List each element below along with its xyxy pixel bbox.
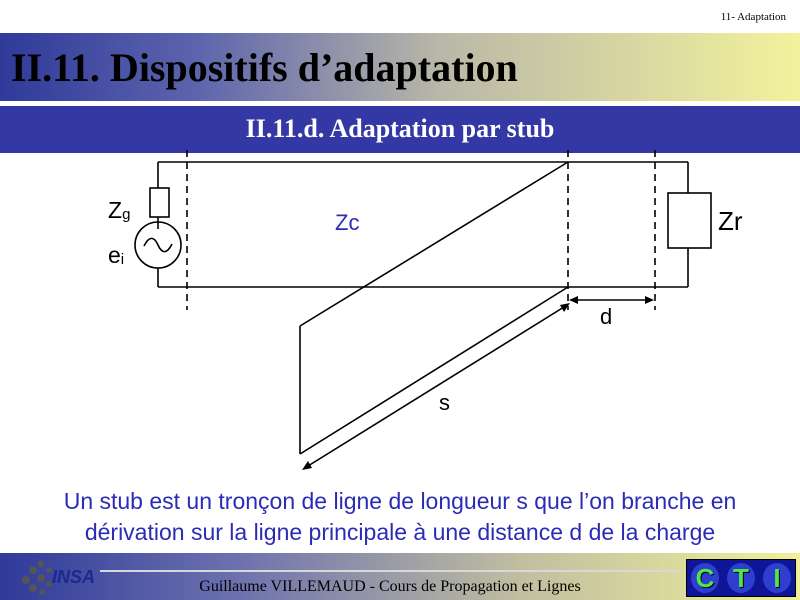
section-label: 11- Adaptation — [720, 11, 786, 23]
generator-impedance-box — [150, 188, 169, 217]
insa-logo — [18, 556, 102, 598]
caption — [0, 486, 800, 548]
stub-bottom-conductor — [300, 287, 568, 454]
insa-logo-text: INSA — [52, 567, 96, 587]
distance-d-arrowhead-right — [645, 296, 654, 304]
caption-line-2: dérivation sur la ligne principale à une distance d de la charge — [84, 519, 716, 545]
stub-length-s-arrow — [308, 307, 564, 466]
cti-letter-c: C — [695, 563, 715, 593]
slide-title: II.11. Dispositifs d’adaptation — [11, 45, 518, 90]
stub-top-conductor — [300, 162, 568, 326]
distance-d-arrowhead-left — [569, 296, 578, 304]
cti-logo — [686, 559, 796, 597]
load-impedance-label: Zr — [718, 206, 743, 236]
cti-letter-i: I — [773, 563, 781, 593]
stub-length-s-label: s — [439, 390, 450, 415]
slide-subtitle: II.11.d. Adaptation par stub — [245, 114, 555, 143]
source-voltage-label: ei — [108, 242, 125, 268]
generator-impedance-label: Zg — [108, 197, 131, 223]
distance-d-label: d — [600, 304, 613, 329]
load-impedance-box — [668, 193, 711, 248]
line-impedance-label: Zc — [335, 210, 360, 235]
footer-credit: Guillaume VILLEMAUD - Cours de Propagation et Lignes — [199, 578, 581, 595]
stub-length-s-arrowhead-left — [302, 461, 312, 470]
footer-divider — [100, 570, 680, 572]
cti-letter-t: T — [733, 563, 749, 593]
stub-matching-diagram — [0, 150, 800, 485]
sine-wave-icon — [144, 238, 172, 251]
caption-line-1: Un stub est un tronçon de ligne de longueur s que l’on branche en — [63, 488, 737, 514]
